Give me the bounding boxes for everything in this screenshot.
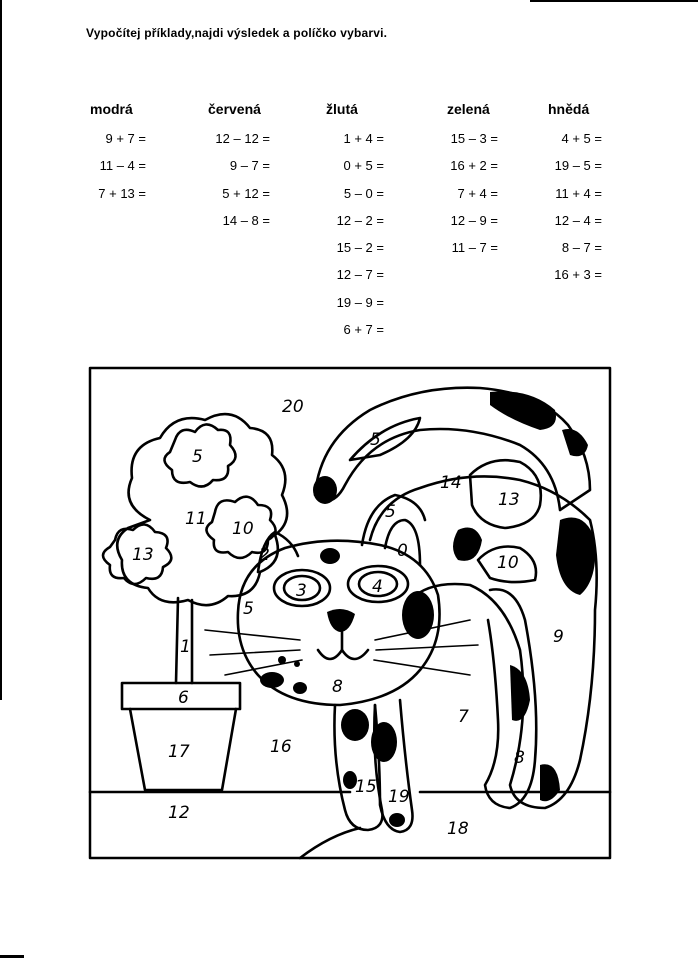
area-number: 7 [458, 707, 469, 727]
area-number: 16 [270, 737, 292, 757]
area-number: 0 [397, 541, 408, 561]
exercise: 14 – 8 = [222, 212, 270, 228]
cat-mouth [318, 650, 368, 659]
instruction-text: Vypočítej příklady,najdi výsledek a políčko vybarvi. [86, 26, 388, 40]
front-leg-right [375, 700, 413, 832]
exercise: 15 – 3 = [450, 131, 498, 146]
exercise: 16 + 3 = [554, 267, 602, 283]
cat-spots [260, 391, 595, 827]
exercise: 5 + 12 = [222, 185, 270, 201]
area-number: 5 [385, 502, 396, 522]
area-number: 15 [355, 777, 377, 797]
exercise: 19 – 5 = [554, 158, 602, 174]
exercise: 1 + 4 = [343, 131, 384, 146]
column-heading: zelená [447, 101, 490, 117]
area-number: 8 [332, 677, 343, 697]
exercise: 12 – 9 = [450, 212, 498, 228]
area-number: 17 [168, 742, 190, 762]
area-number: 5 [192, 447, 203, 467]
area-number: 11 [185, 509, 207, 529]
exercise: 12 – 12 = [215, 131, 270, 146]
exercise: 9 + 7 = [105, 131, 146, 146]
area-number: 10 [232, 519, 254, 539]
exercise: 12 – 7 = [336, 267, 384, 283]
column-heading: modrá [90, 101, 133, 117]
area-number: 10 [497, 553, 519, 573]
area-number: 18 [447, 819, 469, 839]
area-number: 1 [180, 637, 191, 657]
area-number: 3 [296, 581, 307, 601]
area-number: 4 [372, 577, 383, 597]
exercise: 7 + 13 = [98, 185, 146, 201]
area-number: 9 [553, 627, 564, 647]
exercise: 6 + 7 = [343, 322, 384, 338]
column-heading: hnědá [548, 101, 590, 117]
exercise: 9 – 7 = [229, 158, 270, 174]
exercise: 8 – 7 = [561, 240, 602, 256]
area-number: 6 [178, 688, 189, 708]
exercise: 12 – 4 = [554, 212, 602, 228]
floor-curve [300, 828, 360, 858]
area-number: 13 [132, 545, 154, 565]
area-number: 2 [259, 545, 270, 565]
exercise: 12 – 2 = [336, 212, 384, 228]
tail-spot-outline [350, 418, 420, 460]
area-number: 8 [514, 748, 525, 768]
area-number: 19 [388, 787, 410, 807]
area-number: 13 [498, 490, 520, 510]
exercise: 11 + 4 = [555, 185, 602, 201]
area-number: 20 [282, 397, 304, 417]
area-number: 5 [370, 430, 381, 450]
exercise: 16 + 2 = [450, 158, 498, 174]
area-number: 5 [243, 599, 254, 619]
area-number: 14 [440, 473, 462, 493]
exercise: 15 – 2 = [336, 240, 384, 256]
exercise: 7 + 4 = [457, 185, 498, 201]
exercise: 11 – 4 = [99, 158, 146, 174]
exercise: 0 + 5 = [343, 158, 384, 174]
exercise: 19 – 9 = [336, 294, 384, 310]
exercise: 5 – 0 = [343, 185, 384, 201]
column-heading: žlutá [326, 101, 358, 117]
exercise: 4 + 5 = [561, 131, 602, 146]
exercise: 11 – 7 = [451, 240, 498, 256]
area-number: 12 [168, 803, 190, 823]
column-heading: červená [208, 101, 261, 117]
